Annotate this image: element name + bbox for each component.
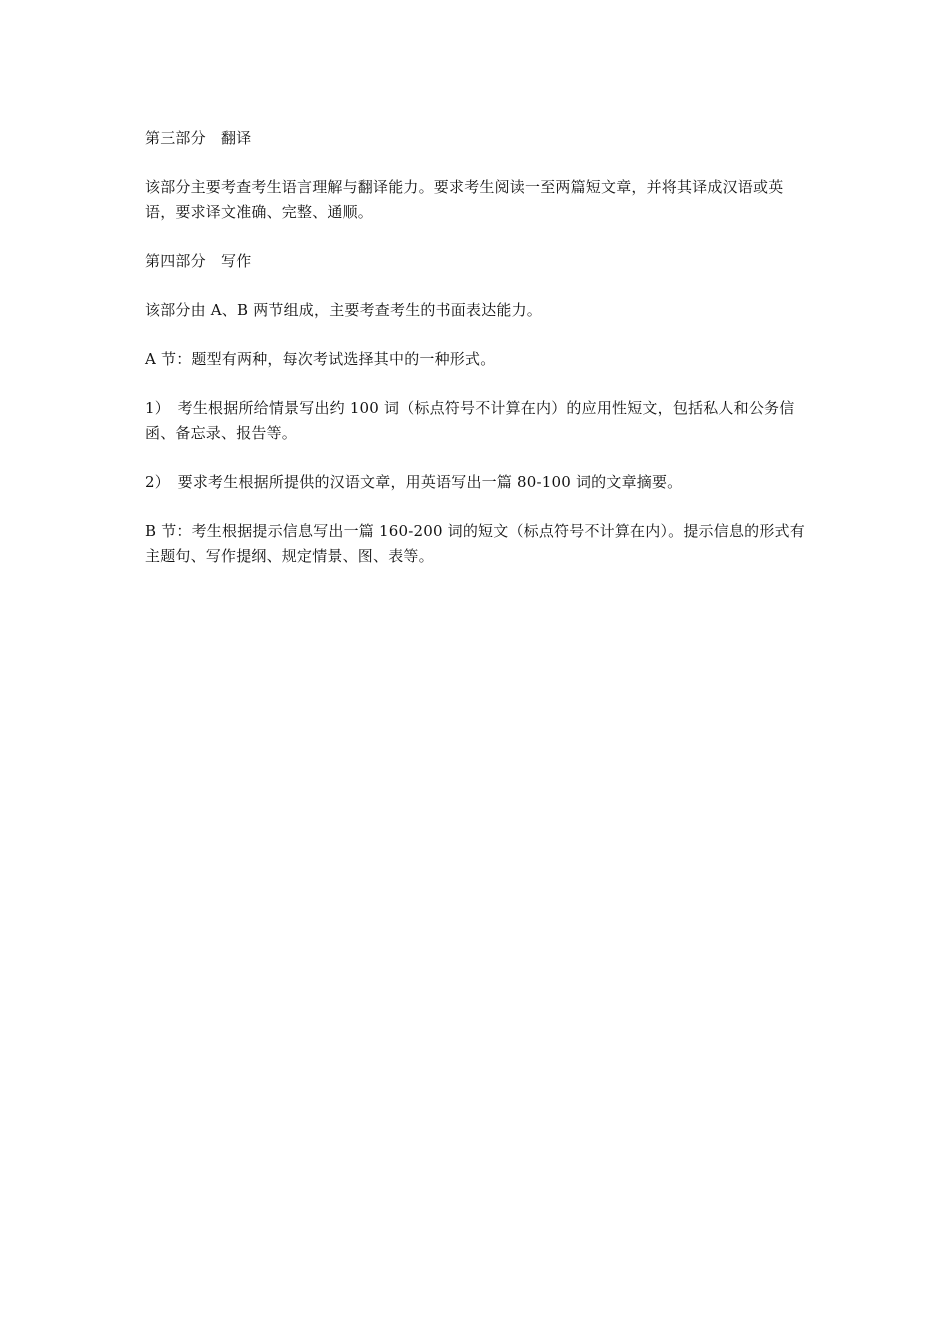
document-body: [145, 126, 807, 593]
section-b-description: B 节：考生根据提示信息写出一篇 160-200 词的短文（标点符号不计算在内）。提示信息的形式有主题句、写作提纲、规定情景、图、表等。: [145, 522, 805, 565]
section-heading-translation: 第三部分 翻译: [145, 129, 252, 147]
section-a-item-2: 2） 要求考生根据所提供的汉语文章，用英语写出一篇 80-100 词的文章摘要。: [145, 473, 683, 491]
translation-description: 该部分主要考查考生语言理解与翻译能力。要求考生阅读一至两篇短文章，并将其译成汉语或英语，要求译文准确、完整、通顺。: [145, 178, 784, 221]
writing-description: 该部分由 A、B 两节组成，主要考查考生的书面表达能力。: [145, 301, 542, 319]
section-a-item-1: 1） 考生根据所给情景写出约 100 词（标点符号不计算在内）的应用性短文，包括私人和公务信函、备忘录、报告等。: [145, 399, 795, 442]
section-a-description: A 节：题型有两种，每次考试选择其中的一种形式。: [145, 350, 496, 368]
section-heading-writing: 第四部分 写作: [145, 252, 252, 270]
